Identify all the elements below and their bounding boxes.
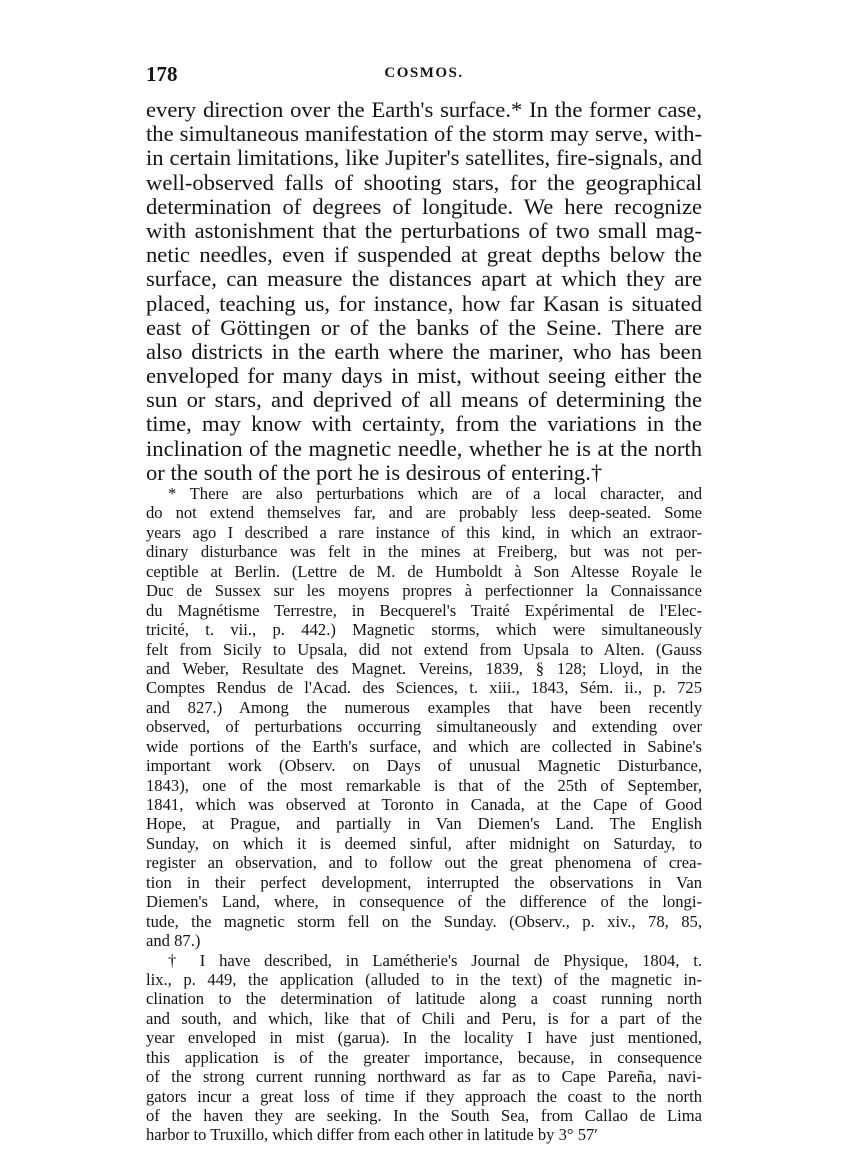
footnote-line: gators incur a great loss of time if they approach the coast to the north xyxy=(146,1086,702,1106)
footnote-line: tude, the magnetic storm fell on the Sunday. (Observ., p. xiv., 78, 85, xyxy=(146,911,702,931)
body-text-line: in certain limitations, like Jupiter's satellites, fire-signals, and xyxy=(146,146,702,171)
body-text-line: time, may know with certainty, from the variations in the xyxy=(146,412,702,437)
body-text-line: determination of degrees of longitude. We here recognize xyxy=(146,194,702,219)
footnote-line: and south, and which, like that of Chili and Peru, is for a part of the xyxy=(146,1008,702,1028)
body-text-line: also districts in the earth where the mariner, who has been xyxy=(146,339,702,364)
footnote-line: Comptes Rendus de l'Acad. des Sciences, t. xiii., 1843, Sém. ii., p. 725 xyxy=(146,678,702,698)
body-text-line: placed, teaching us, for instance, how far Kasan is situated xyxy=(146,291,702,316)
footnote-line: Sunday, on which it is deemed sinful, after midnight on Saturday, to xyxy=(146,833,702,853)
footnote-line: register an observation, and to follow out the great phenomena of crea- xyxy=(146,853,702,873)
footnote-line: harbor to Truxillo, which differ from each other in latitude by 3° 57′ xyxy=(146,1125,598,1145)
footnote-line: Duc de Sussex sur les moyens propres à perfectionner la Connaissance xyxy=(146,581,702,601)
footnote-line: du Magnétisme Terrestre, in Becquerel's Traité Expérimental de l'Elec- xyxy=(146,600,702,620)
footnote-line: and Weber, Resultate des Magnet. Vereins, 1839, § 128; Lloyd, in the xyxy=(146,658,702,678)
footnote-line: clination to the determination of latitude along a coast running north xyxy=(146,989,702,1009)
body-text-line: or the south of the port he is desirous of entering.† xyxy=(146,460,603,485)
body-text-line: inclination of the magnetic needle, whether he is at the north xyxy=(146,436,702,461)
main-text xyxy=(146,98,702,485)
footnote-line: tion in their perfect development, interrupted the observations in Van xyxy=(146,872,702,892)
footnote-line: tricité, t. vii., p. 442.) Magnetic storms, which were simultaneously xyxy=(146,620,702,640)
body-text-line: the simultaneous manifestation of the storm may serve, with- xyxy=(146,122,702,147)
footnote-line: this application is of the greater importance, because, in consequence xyxy=(146,1047,702,1067)
footnote-line: wide portions of the Earth's surface, and which are collected in Sabine's xyxy=(146,736,702,756)
footnote-line: and 827.) Among the numerous examples that have been recently xyxy=(146,697,702,717)
body-text-line: well-observed falls of shooting stars, for the geographical xyxy=(146,170,702,195)
footnote-line: year enveloped in mist (garua). In the locality I have just mentioned, xyxy=(146,1028,702,1048)
footnote-line: ceptible at Berlin. (Lettre de M. de Humboldt à Son Altesse Royale le xyxy=(146,561,702,581)
footnote-line: Diemen's Land, where, in consequence of the difference of the longi- xyxy=(146,892,702,912)
footnote-line: and 87.) xyxy=(146,931,201,951)
page-number: 178 xyxy=(146,62,178,86)
footnote-line: Hope, at Prague, and partially in Van Diemen's Land. The English xyxy=(146,814,702,834)
body-text-line: east of Göttingen or of the banks of the Seine. There are xyxy=(146,315,702,340)
footnote-line: observed, of perturbations occurring simultaneously and extending over xyxy=(146,717,702,737)
body-text-line: every direction over the Earth's surface.* In the former case, xyxy=(146,98,702,122)
footnote-line: do not extend themselves far, and are probably less deep-seated. Some xyxy=(146,503,702,523)
footnote-line: of the haven they are seeking. In the South Sea, from Callao de Lima xyxy=(146,1106,702,1125)
footnote-line: of the strong current running northward as far as to Cape Pareña, navi- xyxy=(146,1067,702,1087)
running-title: COSMOS. xyxy=(384,65,464,81)
body-text-line: sun or stars, and deprived of all means of determining the xyxy=(146,388,702,413)
footnote-line: years ago I described a rare instance of this kind, in which an extraor- xyxy=(146,522,702,542)
footnote-line: dinary disturbance was felt in the mines at Freiberg, but was not per- xyxy=(146,542,702,562)
page-header xyxy=(146,62,702,84)
footnote-line: important work (Observ. on Days of unusual Magnetic Disturbance, xyxy=(146,756,702,776)
footnote-line: † I have described, in Lamétherie's Journal de Physique, 1804, t. xyxy=(168,950,702,970)
body-text-line: enveloped for many days in mist, without seeing either the xyxy=(146,364,702,389)
footnote-line: felt from Sicily to Upsala, did not extend from Upsala to Alten. (Gauss xyxy=(146,639,702,659)
footnote-line: 1843), one of the most remarkable is that of the 25th of September, xyxy=(146,775,702,795)
footnote-line: 1841, which was observed at Toronto in Canada, at the Cape of Good xyxy=(146,795,702,814)
body-text-line: surface, can measure the distances apart at which they are xyxy=(146,267,702,292)
footnote-line: * There are also perturbations which are of a local character, and xyxy=(168,484,702,503)
body-text-line: netic needles, even if suspended at great depths below the xyxy=(146,243,702,268)
footnotes xyxy=(146,484,702,1145)
footnote-line: lix., p. 449, the application (alluded to in the text) of the magnetic in- xyxy=(146,969,702,989)
body-text-line: with astonishment that the perturbations of two small mag- xyxy=(146,218,702,243)
